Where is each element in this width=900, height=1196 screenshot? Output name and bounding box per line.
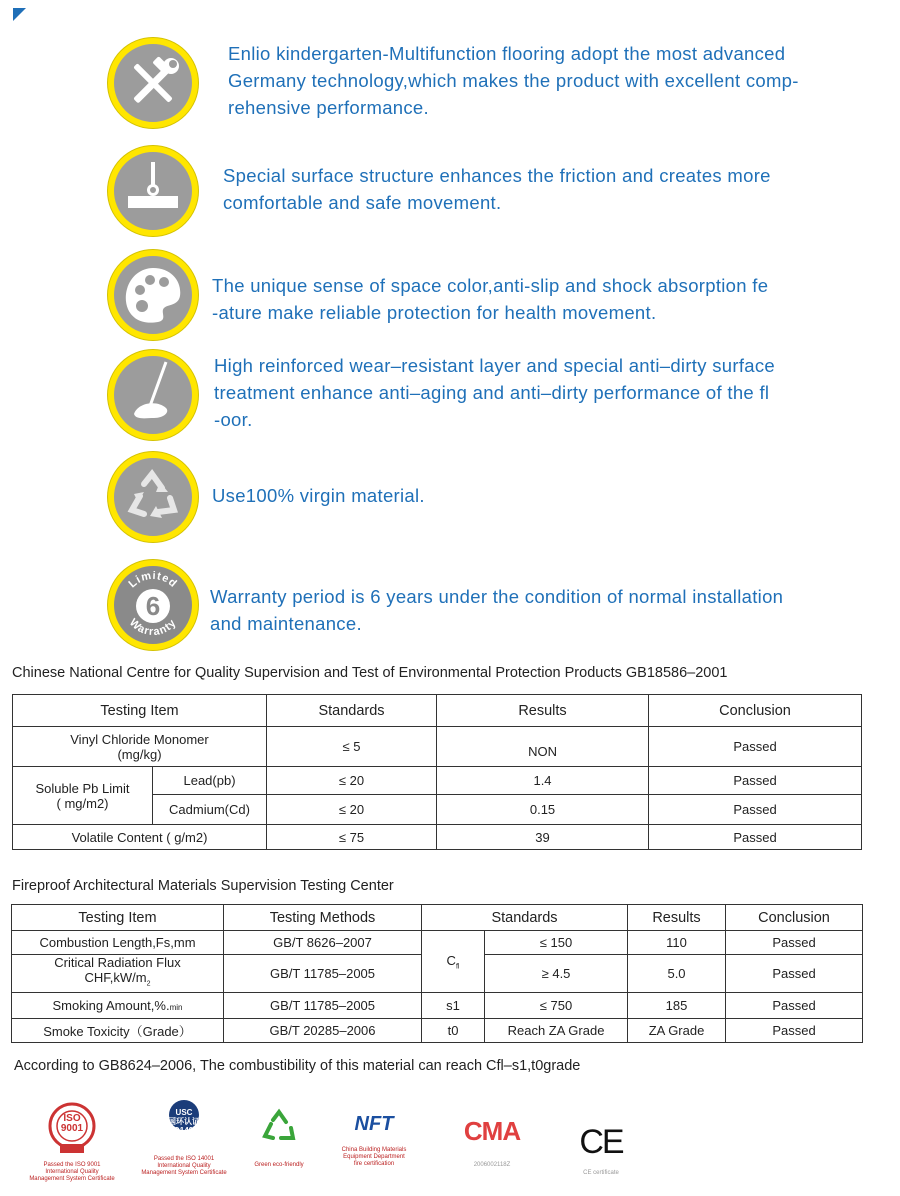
recycle-icon — [108, 452, 198, 542]
iso14001-mark: USC 国环认证 ISO14001 — [165, 1108, 203, 1135]
cell-class: t0 — [422, 1018, 485, 1042]
warranty-number: 6 — [145, 591, 161, 621]
feature-text: The unique sense of space color,anti-slip and shock absorption fe -ature make reliable protection for health movement. — [212, 275, 769, 323]
table-row — [12, 931, 863, 955]
cell-item: Combustion Length,Fs,mm — [12, 931, 224, 955]
cert-label: Passed the ISO 9001 International Quality Management System Certificate — [29, 1162, 115, 1182]
header-testing-item: Testing Item — [13, 695, 267, 727]
table-row — [13, 727, 862, 767]
cell-result: NON — [437, 727, 649, 767]
cell-group-item: Soluble Pb Limit ( mg/m2) — [13, 767, 153, 825]
mop-icon — [108, 350, 198, 440]
iso9001-logo-icon — [22, 1098, 122, 1183]
feature-text: High reinforced wear–resistant layer and special anti–dirty surface treatment enhance anti–aging and anti–dirty performance of the fl -oor. — [214, 355, 775, 430]
nft-logo-icon — [334, 1113, 414, 1168]
feature-text: Enlio kindergarten-Multifunction flooring adopt the most advanced Germany technology,which makes the product with excellent comp- rehensive performance. — [228, 43, 799, 118]
corner-triangle-icon — [13, 8, 26, 21]
cell-item-subscript: 2 — [146, 980, 151, 988]
feature-text: Warranty period is 6 years under the condition of normal installation and maintenance. — [210, 586, 784, 634]
cert-label: Passed the ISO 14001 International Quality Management System Certificate — [141, 1156, 227, 1176]
cma-mark: CMA — [463, 1116, 521, 1146]
cell-item — [12, 955, 224, 993]
cell-result: 0.15 — [437, 795, 649, 825]
cell-item: Volatile Content ( g/m2) — [13, 825, 267, 850]
palette-icon — [108, 250, 198, 340]
warranty-arc-top: Limited — [126, 569, 180, 591]
cell-item: Vinyl Chloride Monomer (mg/kg) — [13, 727, 267, 767]
warranty-arc-bottom: Warranty — [126, 616, 180, 639]
cell-result: 5.0 — [628, 955, 726, 993]
cell-standard: ≤ 75 — [267, 825, 437, 850]
nft-mark: NFT — [354, 1113, 394, 1135]
cell-conclusion: Passed — [726, 1018, 863, 1042]
cell-class-cfl — [422, 931, 485, 993]
iso14001-logo-icon — [134, 1098, 234, 1177]
cfl-subscript: fl — [455, 963, 460, 971]
header-results: Results — [628, 905, 726, 931]
header-conclusion: Conclusion — [726, 905, 863, 931]
cell-item-subscript: min — [169, 1002, 183, 1012]
cma-logo-icon — [456, 1116, 528, 1169]
cell-item-text: Smoking Amount,%. — [52, 997, 170, 1013]
recycle-logo-icon — [244, 1108, 314, 1169]
header-results: Results — [437, 695, 649, 727]
cell-item-text: Critical Radiation Flux CHF,kW/m — [54, 955, 181, 985]
cell-item — [12, 992, 224, 1018]
feature-text: Use100% virgin material. — [212, 485, 425, 506]
ce-mark: CE — [579, 1123, 623, 1161]
cell-conclusion: Passed — [726, 992, 863, 1018]
cert-label: 2006002118Z — [473, 1162, 511, 1168]
warranty-badge-icon — [108, 560, 198, 650]
cell-result: 1.4 — [437, 767, 649, 795]
cert-label: CE certificate — [583, 1170, 619, 1176]
table-header-row — [13, 695, 862, 727]
cell-standard: ≤ 5 — [267, 727, 437, 767]
table-row — [12, 1018, 863, 1042]
header-conclusion: Conclusion — [649, 695, 862, 727]
friction-test-icon — [108, 146, 198, 236]
cell-item: Cadmium(Cd) — [153, 795, 267, 825]
table-row — [12, 992, 863, 1018]
cell-standard: ≤ 150 — [485, 931, 628, 955]
cell-method: GB/T 11785–2005 — [224, 992, 422, 1018]
tools-icon — [108, 38, 198, 128]
cell-result: 110 — [628, 931, 726, 955]
feature-text: Special surface structure enhances the friction and creates more comfortable and safe movement. — [223, 165, 771, 213]
cell-conclusion: Passed — [726, 955, 863, 993]
cert-label: China Building Materials Equipment Department fire certification — [341, 1147, 407, 1167]
iso9001-mark: ISO 9001 — [60, 1113, 84, 1134]
cell-method: GB/T 8626–2007 — [224, 931, 422, 955]
cell-conclusion: Passed — [726, 931, 863, 955]
cell-result: 185 — [628, 992, 726, 1018]
cell-standard: ≥ 4.5 — [485, 955, 628, 993]
table-row — [13, 767, 862, 795]
header-standards: Standards — [267, 695, 437, 727]
cell-method: GB/T 11785–2005 — [224, 955, 422, 993]
table-row — [13, 825, 862, 850]
cfl-label: C — [446, 952, 456, 968]
cell-class: s1 — [422, 992, 485, 1018]
header-standards: Standards — [422, 905, 628, 931]
cell-standard: ≤ 20 — [267, 795, 437, 825]
cell-conclusion: Passed — [649, 795, 862, 825]
cell-result: ZA Grade — [628, 1018, 726, 1042]
cell-standard: Reach ZA Grade — [485, 1018, 628, 1042]
header-testing-item: Testing Item — [12, 905, 224, 931]
cell-item: Smoke Toxicity（Grade） — [12, 1018, 224, 1042]
header-testing-methods: Testing Methods — [224, 905, 422, 931]
fire-test-table — [11, 904, 863, 1043]
cell-conclusion: Passed — [649, 825, 862, 850]
env-test-table — [12, 694, 862, 850]
svg-text:Limited — [126, 570, 179, 591]
ce-logo-icon — [566, 1122, 636, 1177]
cell-conclusion: Passed — [649, 767, 862, 795]
cert-label: Green eco-friendly — [254, 1162, 304, 1168]
combustibility-conclusion: According to GB8624–2006, The combustibility of this material can reach Cfl–s1,t0grade — [14, 1058, 581, 1074]
cell-standard: ≤ 750 — [485, 992, 628, 1018]
cell-method: GB/T 20285–2006 — [224, 1018, 422, 1042]
fire-test-title: Fireproof Architectural Materials Supervision Testing Center — [12, 878, 394, 894]
env-test-title: Chinese National Centre for Quality Supervision and Test of Environmental Protection Products GB18586–2001 — [12, 665, 728, 681]
cell-standard: ≤ 20 — [267, 767, 437, 795]
cell-result: 39 — [437, 825, 649, 850]
cell-item: Lead(pb) — [153, 767, 267, 795]
table-header-row — [12, 905, 863, 931]
cell-conclusion: Passed — [649, 727, 862, 767]
